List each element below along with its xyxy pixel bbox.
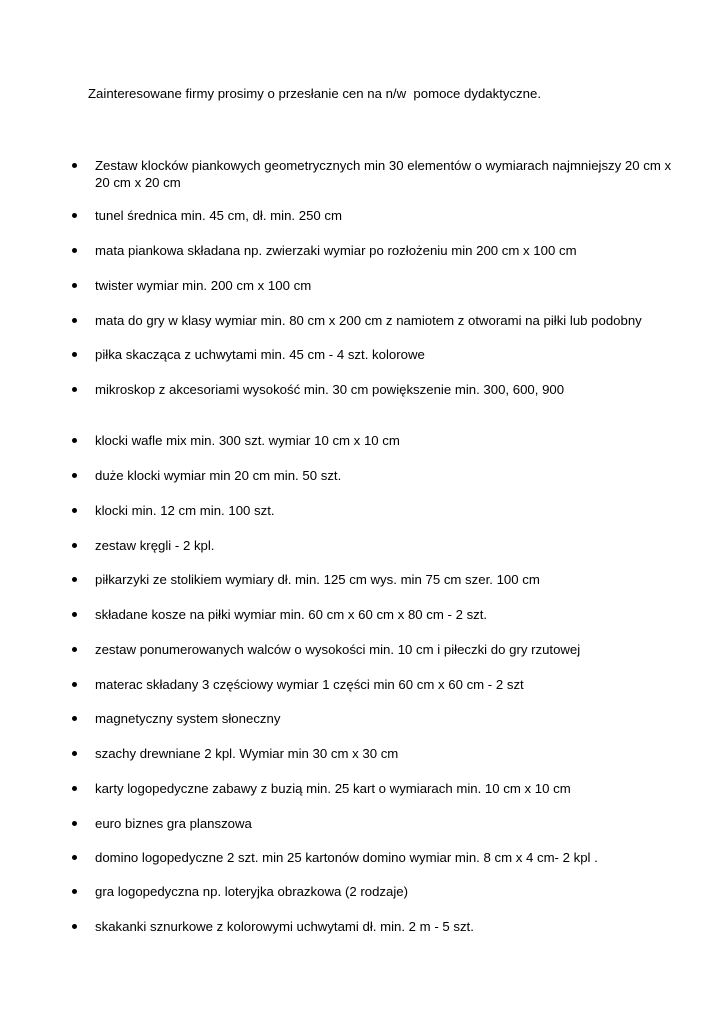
list-item-text: mata piankowa składana np. zwierzaki wymiar po rozłożeniu min 200 cm x 100 cm xyxy=(95,243,577,258)
list-item-text: gra logopedyczna np. loteryjka obrazkowa (2 rodzaje) xyxy=(95,884,409,899)
list-item-text: twister wymiar min. 200 cm x 100 cm xyxy=(95,278,312,293)
list-item-text: magnetyczny system słoneczny xyxy=(95,711,281,726)
bullet-icon xyxy=(72,213,77,218)
bullet-icon xyxy=(72,716,77,721)
list-item-text: zestaw ponumerowanych walców o wysokości min. 10 cm i piłeczki do gry rzutowej xyxy=(95,642,581,657)
list-item-text: klocki min. 12 cm min. 100 szt. xyxy=(95,503,275,518)
bullet-icon xyxy=(72,647,77,652)
bullet-icon xyxy=(72,855,77,860)
bullet-icon xyxy=(72,821,77,826)
bullet-icon xyxy=(72,508,77,513)
bullet-icon xyxy=(72,248,77,253)
bullet-icon xyxy=(72,352,77,357)
list-item-text: składane kosze na piłki wymiar min. 60 cm x 60 cm x 80 cm - 2 szt. xyxy=(95,607,488,622)
list-item-text: mikroskop z akcesoriami wysokość min. 30 cm powiększenie min. 300, 600, 900 xyxy=(95,382,565,397)
list-item-text: euro biznes gra planszowa xyxy=(95,816,252,831)
list-item-text: mata do gry w klasy wymiar min. 80 cm x 200 cm z namiotem z otworami na piłki lub podobny xyxy=(95,313,642,328)
list-item-text: skakanki sznurkowe z kolorowymi uchwytami dł. min. 2 m - 5 szt. xyxy=(95,919,474,934)
bullet-icon xyxy=(72,543,77,548)
bullet-icon xyxy=(72,163,77,168)
list-item-text: zestaw kręgli - 2 kpl. xyxy=(95,538,215,553)
bullet-icon xyxy=(72,751,77,756)
list-item-text: piłkarzyki ze stolikiem wymiary dł. min. 125 cm wys. min 75 cm szer. 100 cm xyxy=(95,572,540,587)
bullet-icon xyxy=(72,786,77,791)
list-item-text: materac składany 3 częściowy wymiar 1 części min 60 cm x 60 cm - 2 szt xyxy=(95,677,524,692)
list-item-text: domino logopedyczne 2 szt. min 25 kartonów domino wymiar min. 8 cm x 4 cm- 2 kpl . xyxy=(95,850,598,865)
list-item-text: karty logopedyczne zabawy z buzią min. 25 kart o wymiarach min. 10 cm x 10 cm xyxy=(95,781,571,796)
bullet-icon xyxy=(72,612,77,617)
bullet-icon xyxy=(72,473,77,478)
list-item-text: szachy drewniane 2 kpl. Wymiar min 30 cm x 30 cm xyxy=(95,746,399,761)
bullet-icon xyxy=(72,889,77,894)
list-item-text: klocki wafle mix min. 300 szt. wymiar 10 cm x 10 cm xyxy=(95,433,400,448)
list-item-text: duże klocki wymiar min 20 cm min. 50 szt. xyxy=(95,468,342,483)
bullet-icon xyxy=(72,387,77,392)
bullet-icon xyxy=(72,438,77,443)
intro-text: Zainteresowane firmy prosimy o przesłanie cen na n/w pomoce dydaktyczne. xyxy=(88,86,541,101)
list-item-text: Zestaw klocków piankowych geometrycznych min 30 elementów o wymiarach najmniejszy 20 cm x 20 cm x 20 cm xyxy=(95,158,672,190)
list-item-text: tunel średnica min. 45 cm, dł. min. 250 cm xyxy=(95,208,343,223)
bullet-icon xyxy=(72,682,77,687)
bullet-icon xyxy=(72,283,77,288)
bullet-icon xyxy=(72,577,77,582)
bullet-icon xyxy=(72,318,77,323)
bullet-icon xyxy=(72,924,77,929)
list-item-text: piłka skacząca z uchwytami min. 45 cm - 4 szt. kolorowe xyxy=(95,347,425,362)
